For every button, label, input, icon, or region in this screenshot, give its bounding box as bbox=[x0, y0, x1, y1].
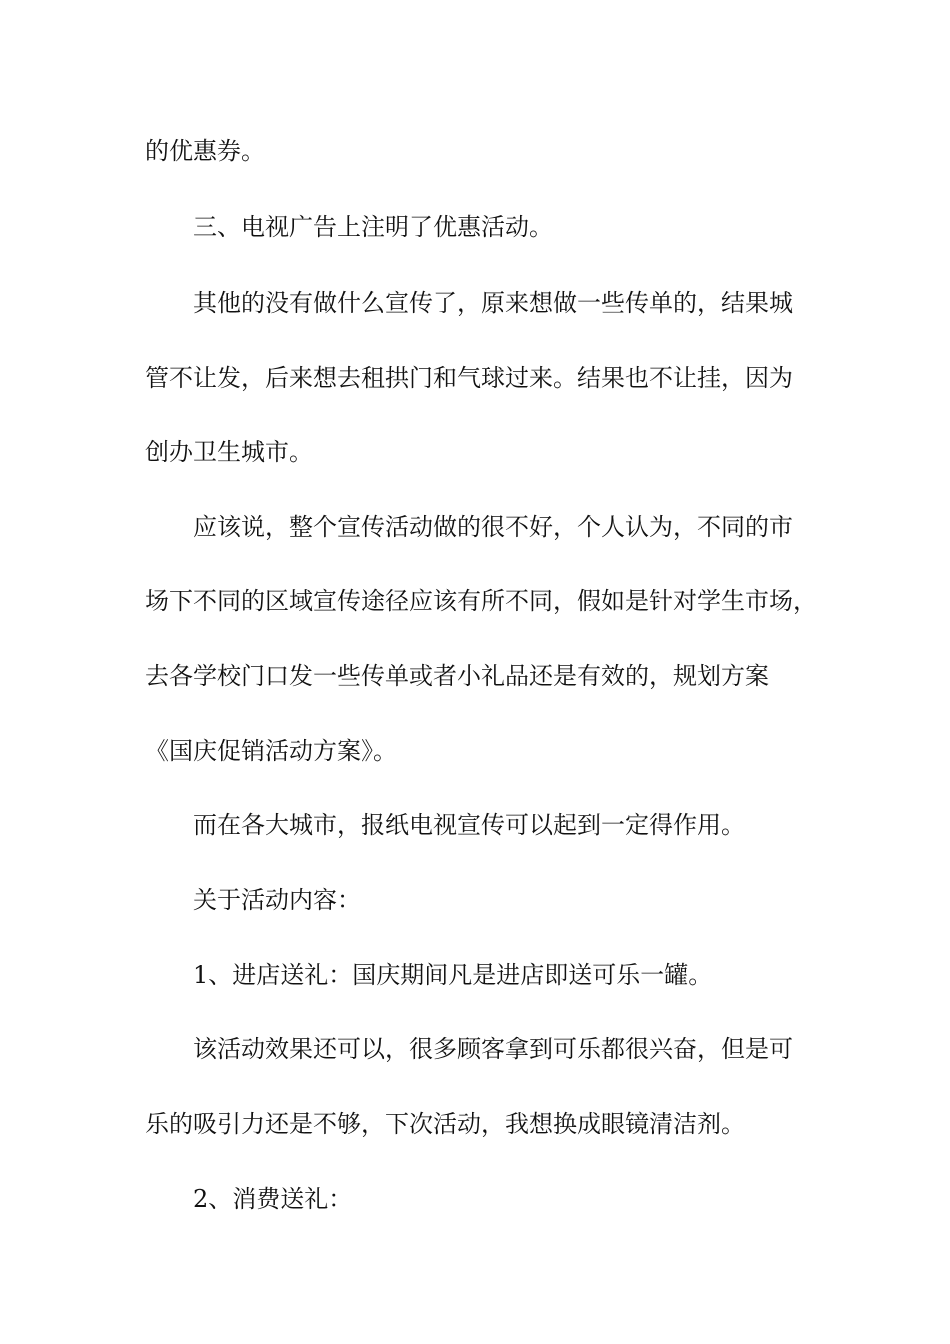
text-line: 《国庆促销活动方案》。 bbox=[145, 737, 397, 765]
text-line: 该活动效果还可以，很多顾客拿到可乐都很兴奋，但是可 bbox=[193, 1035, 793, 1063]
text-line: 管不让发，后来想去租拱门和气球过来。结果也不让挂，因为 bbox=[145, 364, 793, 392]
text-line: 的优惠券。 bbox=[145, 137, 265, 165]
text-line: 1、进店送礼：国庆期间凡是进店即送可乐一罐。 bbox=[193, 961, 713, 989]
text-line: 其他的没有做什么宣传了，原来想做一些传单的，结果城 bbox=[193, 289, 793, 317]
text-line: 去各学校门口发一些传单或者小礼品还是有效的，规划方案 bbox=[145, 662, 769, 690]
text-line: 创办卫生城市。 bbox=[145, 438, 313, 466]
text-line: 2、消费送礼： bbox=[193, 1185, 353, 1213]
text-line: 应该说，整个宣传活动做的很不好，个人认为，不同的市 bbox=[193, 513, 793, 541]
text-line: 三、电视广告上注明了优惠活动。 bbox=[193, 213, 553, 241]
text-line: 而在各大城市，报纸电视宣传可以起到一定得作用。 bbox=[193, 811, 745, 839]
text-line: 场下不同的区域宣传途径应该有所不同，假如是针对学生市场， bbox=[145, 587, 817, 615]
text-line: 乐的吸引力还是不够，下次活动，我想换成眼镜清洁剂。 bbox=[145, 1110, 745, 1138]
text-line: 关于活动内容： bbox=[193, 886, 361, 914]
